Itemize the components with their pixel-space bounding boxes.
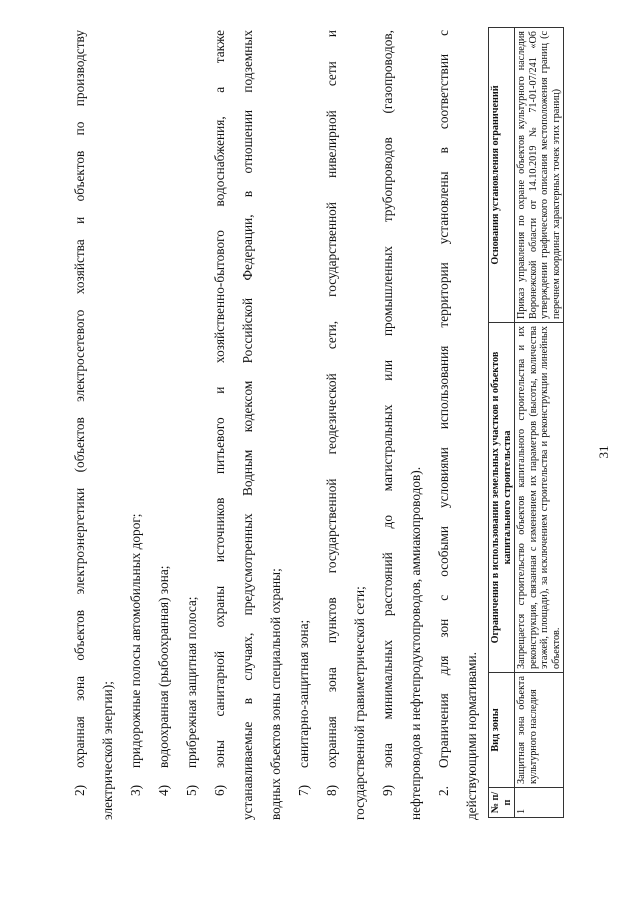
list-item-8: 8)охранная зона пунктов государственной геодезической сети, государственной нивелирной сети и <box>324 30 339 796</box>
list-item-6: 6)зоны санитарной охраны источников питьевого и хозяйственно-бытового водоснабжения, а также <box>212 30 227 796</box>
list-item-4: 4)водоохранная (рыбоохранная) зона; <box>156 565 171 796</box>
list-item-3: 3)придорожные полосы автомобильных дорог; <box>128 513 143 796</box>
header-basis: Основания установления ограничений <box>489 28 515 323</box>
rotated-content <box>70 20 570 820</box>
cell-number: 1 <box>515 788 564 818</box>
cell-zone-type: Защитная зона объекта культурного наследия <box>515 673 564 788</box>
list-item-6-continuation: устанавливаемые в случаях, предусмотренных Водным кодексом Российской Федерации, в отношении подземных <box>240 30 255 820</box>
list-item-6-continuation-2: водных объектов зоны специальной охраны; <box>268 568 283 820</box>
cell-basis: Приказ управления по охране объектов культурного наследия Воронежской области от 14.10.2019 № 71-01-07/241 «Об утверждении графического описания местоположения границ (с перечнем координат характерных точек этих границ) <box>515 28 564 323</box>
page-number: 31 <box>596 445 611 459</box>
paragraph-restrictions-continuation: действующими нормативами. <box>464 652 479 820</box>
header-zone-type: Вид зоны <box>489 673 515 788</box>
header-restrictions: Ограничения в использовании земельных участков и объектов капитального строительства <box>489 323 515 673</box>
header-number: № п/п <box>489 788 515 818</box>
list-item-9-continuation: нефтепроводов и нефтепродуктопроводов, аммиакопроводов). <box>408 466 423 820</box>
list-item-5: 5)прибрежная защитная полоса; <box>184 596 199 796</box>
list-item-2: 2)охранная зона объектов электроэнергетики (объектов электросетевого хозяйства и объектов по производству <box>72 30 87 796</box>
zones-table <box>488 27 564 818</box>
list-item-7: 7)санитарно-защитная зона; <box>296 619 311 796</box>
paragraph-restrictions: 2. Ограничения для зон с особыми условиями использования территории установлены в соответствии с <box>436 30 451 796</box>
cell-restrictions: Запрещается строительство объектов капитального строительства и их реконструкция, связанная с изменением их параметров (высоты, количества этажей, площади), за исключением строительства и реконструкции линейных объектов. <box>515 323 564 673</box>
list-item-8-continuation: государственной гравиметрической сети; <box>352 586 367 820</box>
list-item-9: 9)зона минимальных расстояний до магистральных или промышленных трубопроводов (газопроводов, <box>380 30 395 796</box>
list-item-2-continuation: электрической энергии); <box>100 681 115 820</box>
table-header-row <box>489 28 515 818</box>
table-row <box>515 28 564 818</box>
